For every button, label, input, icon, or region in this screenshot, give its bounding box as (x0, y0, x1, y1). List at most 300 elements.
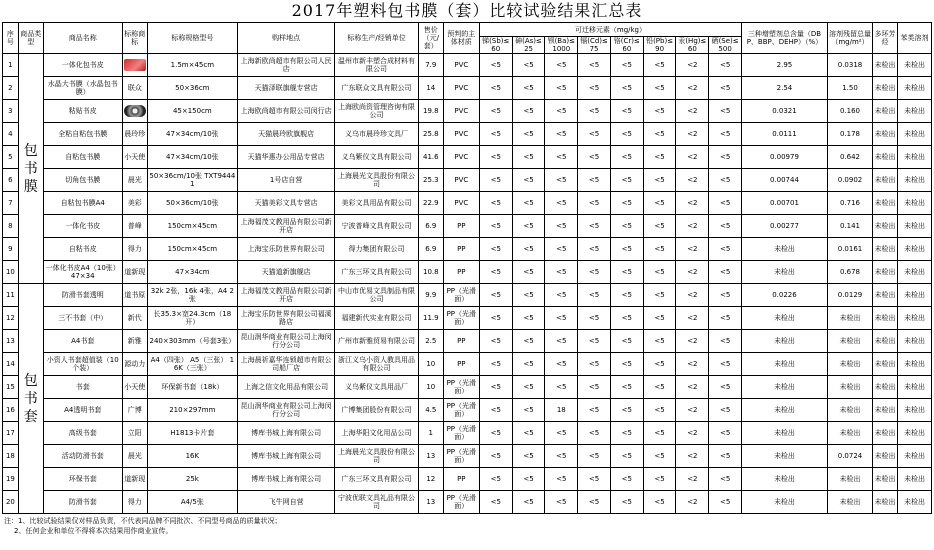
element-value: <5 (545, 422, 578, 445)
product-material: PP（光滑面） (443, 399, 479, 422)
product-source: 博库书城上海有限公司 (238, 468, 335, 491)
row-seq: 4 (3, 123, 19, 146)
element-value: <5 (610, 468, 643, 491)
solvent-value: 0.0902 (827, 169, 872, 192)
row-seq: 11 (3, 284, 19, 307)
product-maker: 上海欧尚资管理咨询有限公司 (335, 100, 419, 123)
product-spec: 45×150cm (147, 100, 237, 123)
element-value: <5 (643, 445, 676, 468)
product-spec: 1.5m×45cm (147, 54, 237, 77)
product-brand: 联众 (122, 77, 147, 100)
product-source: 上海宝乐防世界有限公司 (238, 238, 335, 261)
element-value: <5 (610, 284, 643, 307)
solvent-value: 0.716 (827, 192, 872, 215)
element-value: <2 (676, 376, 709, 399)
phthalate-value: 未检出 (742, 468, 828, 491)
product-spec: 环保新书套（18k） (147, 376, 237, 399)
product-brand: 新雅 (122, 330, 147, 353)
element-value: <2 (676, 100, 709, 123)
element-value: <5 (578, 238, 611, 261)
element-value: <5 (479, 330, 512, 353)
product-name: 一体化书皮 (43, 215, 122, 238)
product-spec: 50×36cm/10张 TXT94441 (147, 169, 237, 192)
element-value: <5 (643, 468, 676, 491)
table-body (3, 54, 932, 514)
solvent-value: 0.0724 (827, 445, 872, 468)
element-value: <5 (479, 399, 512, 422)
phthalate-value: 0.0226 (742, 284, 828, 307)
solvent-value: 未检出 (827, 353, 872, 376)
header-element: 铅(Pb)≤90 (643, 37, 676, 54)
element-value: <5 (610, 422, 643, 445)
row-seq: 6 (3, 169, 19, 192)
element-value: <5 (610, 445, 643, 468)
product-spec: 16K (147, 445, 237, 468)
product-material: PVC (443, 192, 479, 215)
header-element: 钡(Ba)≤1000 (545, 37, 578, 54)
element-value: <5 (545, 261, 578, 284)
pah-value: 未检出 (873, 376, 898, 399)
element-value: <5 (643, 123, 676, 146)
product-brand: 道新现 (122, 468, 147, 491)
phthalate-value: 0.0321 (742, 100, 828, 123)
benzene-value: 未检出 (897, 123, 931, 146)
element-value: <5 (610, 330, 643, 353)
product-maker: 得力集团有限公司 (335, 238, 419, 261)
element-value: <5 (709, 376, 742, 399)
element-value: <2 (676, 261, 709, 284)
element-value: <5 (709, 77, 742, 100)
product-source: 上海宝乐防世界有限公司福溪路店 (238, 307, 335, 330)
product-source: 天猫华惠办公用品专营店 (238, 146, 335, 169)
product-material: PP (443, 353, 479, 376)
product-name: 自粘包书膜 (43, 146, 122, 169)
product-source: 博库书城上海有限公司 (238, 422, 335, 445)
element-value: <5 (479, 261, 512, 284)
header-category: 商品类型 (18, 23, 43, 54)
benzene-value: 未检出 (897, 54, 931, 77)
element-value: <2 (676, 192, 709, 215)
element-value: <5 (512, 307, 545, 330)
product-source: 飞牛网自营 (238, 491, 335, 514)
element-value: 18 (545, 399, 578, 422)
phthalate-value: 0.0111 (742, 123, 828, 146)
product-price: 10 (418, 353, 443, 376)
header-element: 硒(Se)≤500 (709, 37, 742, 54)
element-value: <5 (709, 330, 742, 353)
element-value: <2 (676, 422, 709, 445)
phthalate-value: 未检出 (742, 491, 828, 514)
benzene-value: 未检出 (897, 330, 931, 353)
element-value: <5 (610, 192, 643, 215)
table-row (3, 399, 932, 422)
product-price: 2.5 (418, 330, 443, 353)
element-value: <5 (610, 491, 643, 514)
header-element: 锑(Sb)≤60 (479, 37, 512, 54)
phthalate-value: 0.00979 (742, 146, 828, 169)
product-source: 上海福茂文教用品有限公司新开店 (238, 215, 335, 238)
benzene-value: 未检出 (897, 491, 931, 514)
element-value: <5 (578, 330, 611, 353)
product-maker: 美彩文具用品有限公司 (335, 192, 419, 215)
product-maker: 上海晨光文具股份有限公司 (335, 445, 419, 468)
benzene-value: 未检出 (897, 399, 931, 422)
element-value: <5 (545, 215, 578, 238)
pah-value: 未检出 (873, 192, 898, 215)
product-price: 1 (418, 422, 443, 445)
pah-value: 未检出 (873, 445, 898, 468)
element-value: <5 (479, 169, 512, 192)
table-row (3, 123, 932, 146)
element-value: <5 (512, 100, 545, 123)
product-price: 6.9 (418, 238, 443, 261)
element-value: <5 (643, 192, 676, 215)
product-spec: 47×34cm (147, 261, 237, 284)
element-value: <5 (610, 353, 643, 376)
element-value: <5 (512, 422, 545, 445)
element-value: <5 (512, 353, 545, 376)
element-value: <5 (643, 100, 676, 123)
product-name: 环保书套 (43, 468, 122, 491)
element-value: <2 (676, 238, 709, 261)
product-source: 上海之信文化用品有限公司 (238, 376, 335, 399)
benzene-value: 未检出 (897, 284, 931, 307)
element-value: <5 (610, 123, 643, 146)
header-maker: 标称生产/经销单位 (335, 23, 419, 54)
product-material: PVC (443, 100, 479, 123)
footnotes (4, 516, 934, 536)
element-value: <5 (643, 169, 676, 192)
product-spec: 长35.3×宽24.3cm（18开） (147, 307, 237, 330)
element-value: <5 (578, 422, 611, 445)
element-value: <5 (545, 123, 578, 146)
footnote: 2、任何企业和单位不得将本次结果用作商业宣传。 (14, 527, 173, 535)
product-brand: 道书原 (122, 284, 147, 307)
element-value: <5 (643, 238, 676, 261)
element-value: <2 (676, 445, 709, 468)
solvent-value: 0.0318 (827, 54, 872, 77)
table-row (3, 445, 932, 468)
product-name: 切角包书膜 (43, 169, 122, 192)
product-source: 昆山润华商业有限公司上海闵行分公司 (238, 399, 335, 422)
element-value: <5 (479, 100, 512, 123)
element-value: <5 (709, 238, 742, 261)
results-table (2, 22, 932, 514)
product-spec: 25k (147, 468, 237, 491)
product-name: 水晶大书膜（水晶包书膜） (43, 77, 122, 100)
solvent-value: 0.678 (827, 261, 872, 284)
element-value: <5 (643, 77, 676, 100)
element-value: <5 (578, 491, 611, 514)
element-value: <5 (610, 307, 643, 330)
element-value: <5 (643, 284, 676, 307)
solvent-value: 未检出 (827, 422, 872, 445)
element-value: <5 (545, 192, 578, 215)
solvent-value: 未检出 (827, 330, 872, 353)
element-value: <5 (643, 353, 676, 376)
product-price: 25.8 (418, 123, 443, 146)
table-row (3, 307, 932, 330)
element-value: <5 (643, 54, 676, 77)
product-price: 41.6 (418, 146, 443, 169)
element-value: <5 (610, 376, 643, 399)
product-material: PP (443, 330, 479, 353)
element-value: <5 (545, 330, 578, 353)
element-value: <5 (479, 284, 512, 307)
product-maker: 中山市优易文具制品有限公司 (335, 284, 419, 307)
phthalate-value: 2.54 (742, 77, 828, 100)
table-row (3, 54, 932, 77)
table-row (3, 192, 932, 215)
element-value: <5 (643, 399, 676, 422)
benzene-value: 未检出 (897, 215, 931, 238)
pah-value: 未检出 (873, 169, 898, 192)
product-brand: 道新现 (122, 261, 147, 284)
table-row (3, 238, 932, 261)
pah-value: 未检出 (873, 284, 898, 307)
header-phthalate: 三种增塑剂总含量（DBP、BBP、DEHP）（%） (742, 23, 828, 54)
element-value: <5 (512, 77, 545, 100)
product-price: 11.9 (418, 307, 443, 330)
element-value: <2 (676, 330, 709, 353)
element-value: <5 (643, 261, 676, 284)
row-seq: 16 (3, 399, 19, 422)
product-brand: 普峰 (122, 215, 147, 238)
product-maker: 广州市新雅贸易有限公司 (335, 330, 419, 353)
product-maker: 广博集团股份有限公司 (335, 399, 419, 422)
product-source: 天猫道新旗舰店 (238, 261, 335, 284)
element-value: <5 (643, 376, 676, 399)
phthalate-value: 未检出 (742, 422, 828, 445)
element-value: <5 (479, 77, 512, 100)
element-value: <5 (709, 353, 742, 376)
product-source: 上海晨祈嘉华连锁超市有限公司船厂店 (238, 353, 335, 376)
element-value: <5 (643, 146, 676, 169)
phthalate-value: 0.00701 (742, 192, 828, 215)
product-price: 13 (418, 491, 443, 514)
element-value: <5 (512, 169, 545, 192)
product-name: 书套 (43, 376, 122, 399)
product-brand (122, 54, 147, 77)
header-element: 镉(Cd)≤75 (578, 37, 611, 54)
element-value: <5 (545, 284, 578, 307)
pah-value: 未检出 (873, 422, 898, 445)
benzene-value: 未检出 (897, 307, 931, 330)
element-value: <5 (578, 399, 611, 422)
benzene-value: 未检出 (897, 238, 931, 261)
element-value: <2 (676, 123, 709, 146)
product-material: PP（光滑面） (443, 445, 479, 468)
phthalate-value: 未检出 (742, 307, 828, 330)
pah-value: 未检出 (873, 353, 898, 376)
product-source: 天猫晨玲欧旗舰店 (238, 123, 335, 146)
product-brand (122, 100, 147, 123)
product-price: 7.9 (418, 54, 443, 77)
product-spec: 32k 2张，16k 4张，A4 2张 (147, 284, 237, 307)
product-price: 9.9 (418, 284, 443, 307)
benzene-value: 未检出 (897, 192, 931, 215)
element-value: <5 (578, 192, 611, 215)
table-row (3, 261, 932, 284)
product-maker: 上海华阳文化用品公司 (335, 422, 419, 445)
phthalate-value: 0.00744 (742, 169, 828, 192)
solvent-value: 0.178 (827, 123, 872, 146)
element-value: <5 (709, 146, 742, 169)
product-maker: 浙江义乌小资人教具用品有限公司 (335, 353, 419, 376)
phthalate-value: 未检出 (742, 445, 828, 468)
element-value: <5 (709, 123, 742, 146)
product-maker: 义乌紫仪文具用品厂 (335, 376, 419, 399)
product-source: 上海欧尚超市有限公司闵行店 (238, 100, 335, 123)
product-name: 防滑书套 (43, 491, 122, 514)
benzene-value: 未检出 (897, 100, 931, 123)
product-material: PVC (443, 169, 479, 192)
product-price: 4.5 (418, 399, 443, 422)
product-maker: 宁波优联文具礼品有限公司 (335, 491, 419, 514)
phthalate-value: 未检出 (742, 399, 828, 422)
product-name: 小资人书套超值装（10个装） (43, 353, 122, 376)
pah-value: 未检出 (873, 100, 898, 123)
product-brand: 源动力 (122, 353, 147, 376)
element-value: <5 (479, 491, 512, 514)
element-value: <5 (709, 100, 742, 123)
pah-value: 未检出 (873, 77, 898, 100)
element-value: <5 (709, 215, 742, 238)
element-value: <5 (512, 468, 545, 491)
solvent-value: 0.0129 (827, 284, 872, 307)
category-sleeve: 包 书 套 (18, 284, 43, 514)
product-source: 昆山润华商业有限公司上海闵行分公司 (238, 330, 335, 353)
product-name: 自粘书皮 (43, 238, 122, 261)
product-price: 12 (418, 468, 443, 491)
product-source: 博库书城上海有限公司 (238, 445, 335, 468)
product-name: A4透明书套 (43, 399, 122, 422)
benzene-value: 未检出 (897, 169, 931, 192)
product-source: 天猫泽联旗舰专营店 (238, 77, 335, 100)
product-brand: 得力 (122, 238, 147, 261)
element-value: <5 (545, 100, 578, 123)
product-price: 6.9 (418, 215, 443, 238)
product-price: 22.9 (418, 192, 443, 215)
solvent-value: 0.141 (827, 215, 872, 238)
table-row (3, 376, 932, 399)
row-seq: 18 (3, 445, 19, 468)
product-price: 10.8 (418, 261, 443, 284)
product-source: 1号店自营 (238, 169, 335, 192)
pah-value: 未检出 (873, 468, 898, 491)
row-seq: 7 (3, 192, 19, 215)
product-source: 上海福茂文教用品有限公司新开店 (238, 284, 335, 307)
element-value: <5 (610, 261, 643, 284)
element-value: <5 (512, 261, 545, 284)
element-value: <5 (545, 146, 578, 169)
element-value: <5 (512, 491, 545, 514)
element-value: <5 (479, 445, 512, 468)
element-value: <5 (709, 261, 742, 284)
benzene-value: 未检出 (897, 445, 931, 468)
element-value: <2 (676, 77, 709, 100)
pah-value: 未检出 (873, 261, 898, 284)
product-brand: 新代 (122, 307, 147, 330)
solvent-value: 0.642 (827, 146, 872, 169)
row-seq: 3 (3, 100, 19, 123)
product-brand: 立阳 (122, 422, 147, 445)
product-maker: 宁波普峰文具有限公司 (335, 215, 419, 238)
pah-value: 未检出 (873, 330, 898, 353)
product-name: 活动防滑书套 (43, 445, 122, 468)
element-value: <5 (479, 307, 512, 330)
product-brand: 美彩 (122, 192, 147, 215)
product-material: PVC (443, 146, 479, 169)
pah-value: 未检出 (873, 307, 898, 330)
product-material: PP（光滑面） (443, 376, 479, 399)
element-value: <5 (578, 353, 611, 376)
header-spec: 标称规格型号 (147, 23, 237, 54)
header-element: 铬(Cr)≤60 (610, 37, 643, 54)
product-spec: 210×297mm (147, 399, 237, 422)
element-value: <5 (610, 100, 643, 123)
element-value: <5 (643, 307, 676, 330)
solvent-value: 未检出 (827, 491, 872, 514)
pah-value: 未检出 (873, 399, 898, 422)
element-value: <5 (709, 307, 742, 330)
pah-value: 未检出 (873, 491, 898, 514)
product-name: 一体化书皮A4（10张）47×34 (43, 261, 122, 284)
benzene-value: 未检出 (897, 422, 931, 445)
row-seq: 5 (3, 146, 19, 169)
product-name: 三不书套（中） (43, 307, 122, 330)
element-value: <5 (545, 77, 578, 100)
pah-value: 未检出 (873, 54, 898, 77)
element-value: <2 (676, 215, 709, 238)
solvent-value: 0.160 (827, 100, 872, 123)
product-brand: 广博 (122, 399, 147, 422)
element-value: <5 (479, 468, 512, 491)
element-value: <5 (512, 284, 545, 307)
element-value: <5 (709, 192, 742, 215)
element-value: <5 (512, 123, 545, 146)
element-value: <5 (578, 100, 611, 123)
element-value: <5 (512, 445, 545, 468)
product-name: 高级书套 (43, 422, 122, 445)
row-seq: 8 (3, 215, 19, 238)
element-value: <5 (610, 146, 643, 169)
element-value: <5 (709, 468, 742, 491)
element-value: <5 (610, 215, 643, 238)
table-row (3, 353, 932, 376)
pah-value: 未检出 (873, 215, 898, 238)
product-source: 天猫美彩文具专营店 (238, 192, 335, 215)
product-spec: 47×34cm/10张 (147, 146, 237, 169)
element-value: <5 (479, 215, 512, 238)
page-title: 2017年塑料包书膜（套）比较试验结果汇总表 (291, 1, 643, 20)
product-name: A4书套 (43, 330, 122, 353)
element-value: <5 (512, 399, 545, 422)
element-value: <5 (545, 468, 578, 491)
product-material: PVC (443, 123, 479, 146)
header-element: 汞(Hg)≤60 (676, 37, 709, 54)
element-value: <5 (578, 123, 611, 146)
product-brand: 小天使 (122, 376, 147, 399)
header-brand: 标称商标 (122, 23, 147, 54)
solvent-value: 1.50 (827, 77, 872, 100)
product-maker: 广东联众文具有限公司 (335, 77, 419, 100)
element-value: <5 (578, 54, 611, 77)
product-source: 上海新欧尚超市有限公司人民店 (238, 54, 335, 77)
solvent-value: 未检出 (827, 399, 872, 422)
table-row (3, 330, 932, 353)
row-seq: 12 (3, 307, 19, 330)
